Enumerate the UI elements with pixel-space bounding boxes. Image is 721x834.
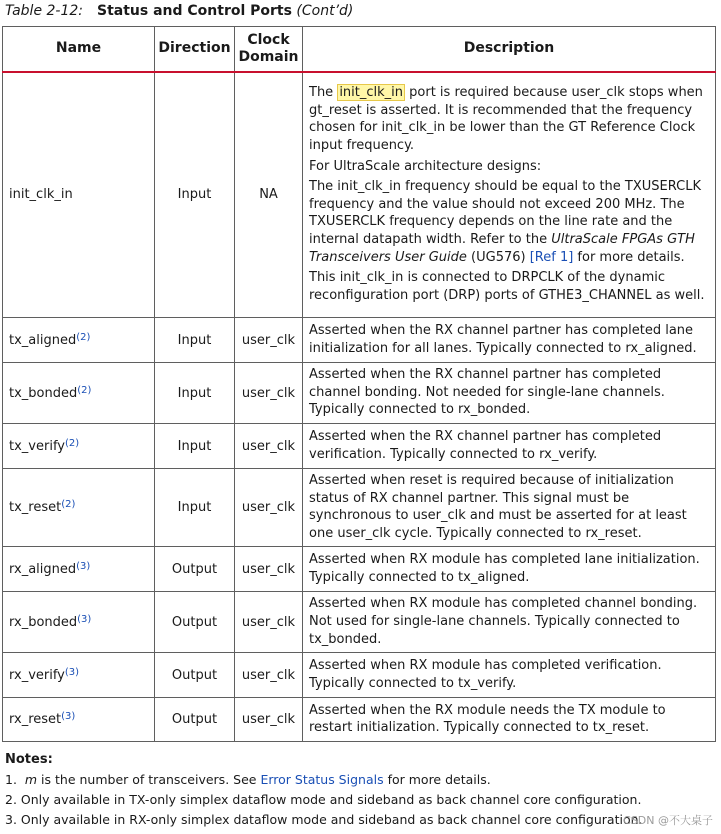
footnote-ref[interactable]: (2) — [64, 437, 80, 449]
port-description: Asserted when RX module has completed channel bonding. Not used for single-lane channels. Typically connected to tx_bonded. — [303, 592, 716, 653]
port-direction: Output — [155, 698, 235, 742]
port-direction: Output — [155, 547, 235, 592]
table-row — [3, 592, 716, 653]
table-row — [3, 424, 716, 469]
table-row — [3, 318, 716, 363]
footnote-ref[interactable]: (3) — [76, 560, 91, 572]
port-direction: Input — [155, 72, 235, 318]
table-row — [3, 363, 716, 424]
table-number: Table 2-12: — [5, 3, 83, 19]
port-clock-domain: user_clk — [235, 318, 303, 363]
port-name: rx_reset$^{(3)}$ — [3, 698, 155, 742]
port-direction: Input — [155, 318, 235, 363]
footnote-ref[interactable]: (3) — [61, 711, 76, 723]
table-row — [3, 547, 716, 592]
port-name: rx_bonded$^{(3)}$ — [3, 592, 155, 653]
table-row — [3, 72, 716, 318]
ref-1-link[interactable]: [Ref 1] — [529, 249, 574, 265]
note-1: 1. m is the number of transceivers. See Error Status Signals for more details. — [5, 772, 491, 787]
table-title: Status and Control Ports — [97, 3, 292, 19]
footnote-ref[interactable]: (2) — [61, 499, 76, 511]
footnote-ref[interactable]: (3) — [77, 613, 92, 625]
port-description: Asserted when RX module has completed lane initialization. Typically connected to tx_aligned. — [303, 547, 716, 592]
footnote-ref[interactable]: (2) — [77, 384, 92, 396]
header-description: Description — [303, 27, 716, 72]
table-notes — [5, 750, 642, 830]
port-description: Asserted when the RX module needs the TX module to restart initialization. Typically connected to tx_reset. — [303, 698, 716, 742]
port-description: Asserted when the RX channel partner has completed channel bonding. Not needed for single-lane channels. Typically connected to rx_bonded. — [303, 363, 716, 424]
port-clock-domain: user_clk — [235, 547, 303, 592]
note-3: 3. Only available in RX-only simplex dataflow mode and sideband as back channel core configuration. — [5, 812, 643, 827]
table-row — [3, 698, 716, 742]
table-row — [3, 469, 716, 547]
status-control-ports-table — [2, 26, 716, 742]
note-2: 2. Only available in TX-only simplex dataflow mode and sideband as back channel core configuration. — [5, 792, 642, 807]
port-name: tx_bonded$^{(2)}$ — [3, 363, 155, 424]
notes-heading: Notes: — [5, 752, 53, 767]
highlighted-text: init_clk_in — [339, 85, 404, 101]
port-direction: Input — [155, 363, 235, 424]
port-clock-domain: user_clk — [235, 592, 303, 653]
port-clock-domain: user_clk — [235, 653, 303, 698]
table-caption — [5, 2, 353, 20]
header-direction: Direction — [155, 27, 235, 72]
port-description: Asserted when the RX channel partner has completed verification. Typically connected to rx_verify. — [303, 424, 716, 469]
watermark: CSDN @不大桌子 — [623, 814, 713, 827]
port-name: tx_aligned$^{(2)}$ — [3, 318, 155, 363]
guide-title: UltraScale FPGAs GTH Transceivers User Guide — [309, 231, 695, 265]
table-title-cont: (Cont’d) — [296, 3, 354, 19]
port-clock-domain: user_clk — [235, 698, 303, 742]
port-clock-domain: user_clk — [235, 363, 303, 424]
port-clock-domain: NA — [235, 72, 303, 318]
port-description: Asserted when the RX channel partner has completed lane initialization for all lanes. Typically connected to rx_aligned. — [303, 318, 716, 363]
port-direction: Input — [155, 469, 235, 547]
port-name: tx_reset$^{(2)}$ — [3, 469, 155, 547]
port-clock-domain: user_clk — [235, 469, 303, 547]
header-clock-domain: Clock Domain — [235, 27, 303, 72]
port-name: rx_verify$^{(3)}$ — [3, 653, 155, 698]
header-row — [3, 27, 716, 72]
port-direction: Input — [155, 424, 235, 469]
port-description: The init_clk_in port is required because user_clk stops when gt_reset is asserted. It is recommended that the frequency chosen for init_clk_in be lower than the GT Reference Clock input frequency. For UltraScale architecture designs: The init_clk_in frequency should be equal to the TXUSERCLK frequency and the value should not exceed 200 MHz. The TXUSERCLK frequency depends on the line rate and the internal datapath width. Refer to the UltraScale FPGAs GTH Transceivers User Guide (UG576) [Ref 1] for more details. This init_clk_in is connected to DRPCLK of the dynamic reconfiguration port (DRP) ports of GTHE3_CHANNEL as well. — [303, 72, 716, 318]
port-description: Asserted when reset is required because of initialization status of RX channel partner. This signal must be synchronous to user_clk and must be asserted for at least one user_clk cycle. Typically connected to rx_reset. — [303, 469, 716, 547]
port-direction: Output — [155, 592, 235, 653]
port-clock-domain: user_clk — [235, 424, 303, 469]
port-direction: Output — [155, 653, 235, 698]
footnote-ref[interactable]: (3) — [64, 666, 80, 678]
table-row — [3, 653, 716, 698]
header-name: Name — [3, 27, 155, 72]
footnote-ref[interactable]: (2) — [76, 331, 91, 343]
port-name: init_clk_in — [3, 72, 155, 318]
port-name: tx_verify$^{(2)}$ — [3, 424, 155, 469]
port-name: rx_aligned$^{(3)}$ — [3, 547, 155, 592]
port-description: Asserted when RX module has completed verification. Typically connected to tx_verify. — [303, 653, 716, 698]
error-status-signals-link[interactable]: Error Status Signals — [260, 772, 384, 787]
